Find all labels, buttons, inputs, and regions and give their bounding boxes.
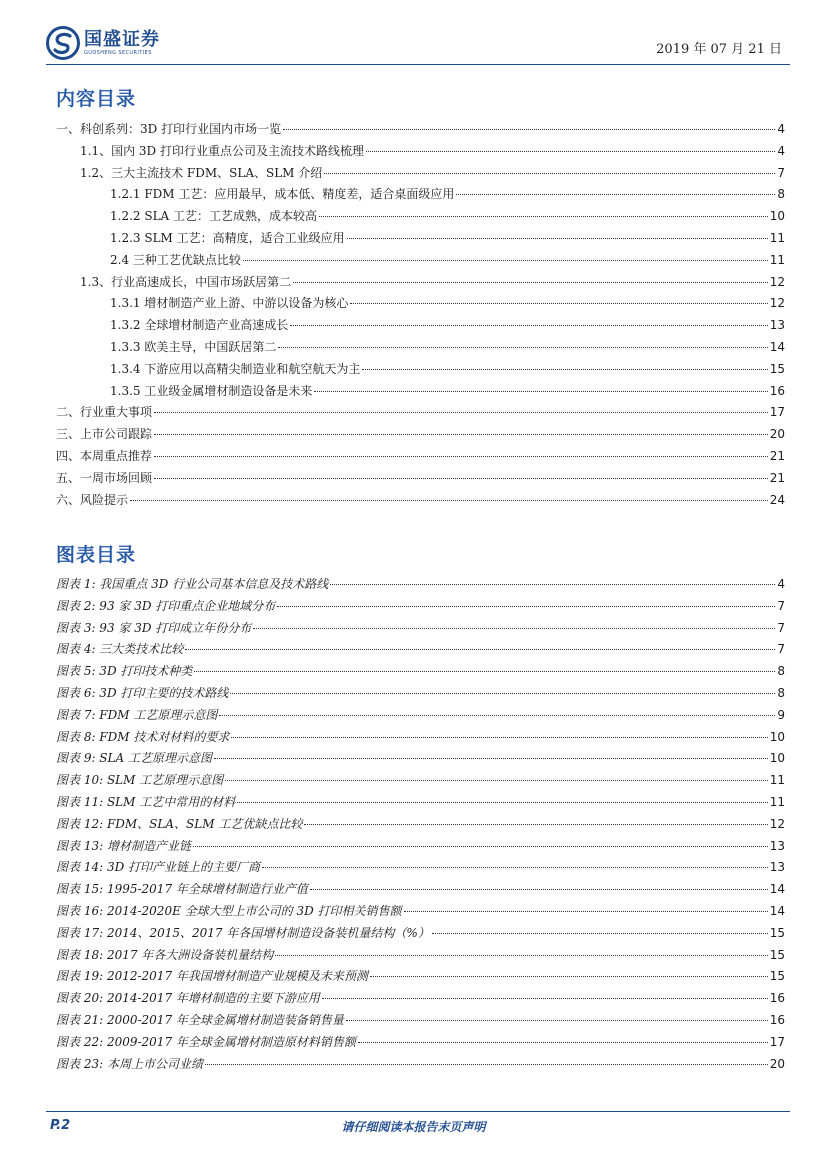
entry-page-number: 20 [769, 1056, 785, 1071]
entry-title: 图表 22: 2009-2017 年全球金属增材制造原材料销售额 [56, 1034, 356, 1049]
entry-page-number: 15 [769, 925, 785, 940]
entry-title: 六、风险提示 [56, 492, 129, 507]
toc-entry[interactable] [80, 165, 785, 181]
entry-title: 图表 17: 2014、2015、2017 年各国增材制造设备装机量结构（%） [56, 925, 430, 940]
figure-entry[interactable] [56, 663, 785, 679]
entry-title: 图表 4: 三大类技术比较 [56, 642, 184, 657]
entry-page-number: 4 [777, 143, 785, 158]
entry-page-number: 11 [769, 795, 785, 809]
entry-page-number: 10 [769, 751, 785, 766]
dot-leader [237, 802, 767, 803]
toc-entry[interactable] [110, 317, 785, 333]
entry-title: 1.2.3 SLM 工艺：高精度，适合工业级应用 [110, 231, 345, 245]
figure-entry[interactable] [56, 1056, 785, 1072]
figure-entry[interactable] [56, 816, 785, 832]
entry-page-number: 13 [769, 860, 785, 875]
dot-leader [362, 369, 767, 370]
dot-leader [346, 1020, 768, 1021]
entry-page-number: 4 [777, 577, 785, 591]
entry-page-number: 14 [769, 904, 785, 918]
toc-entry[interactable] [110, 186, 785, 202]
entry-page-number: 11 [769, 252, 785, 267]
dot-leader [154, 456, 768, 457]
entry-title: 1.3.4 下游应用以高精尖制造业和航空航天为主 [110, 361, 361, 376]
dot-leader [314, 391, 767, 392]
dot-leader [310, 889, 768, 890]
dot-leader [322, 998, 768, 999]
entry-page-number: 8 [777, 686, 785, 700]
dot-leader [193, 846, 768, 847]
entry-title: 图表 19: 2012-2017 年我国增材制造产业规模及未来预测 [56, 969, 368, 984]
entry-page-number: 14 [769, 882, 785, 897]
entry-page-number: 21 [769, 449, 785, 463]
disclaimer-note: 请仔细阅读本报告末页声明 [341, 1120, 486, 1134]
entry-page-number: 7 [777, 642, 785, 657]
toc-entry[interactable] [80, 143, 785, 159]
dot-leader [154, 478, 768, 479]
dot-leader [404, 911, 768, 912]
entry-title: 五、一周市场回顾 [56, 470, 153, 485]
entry-page-number: 12 [769, 816, 785, 831]
figure-entry[interactable] [56, 947, 785, 963]
figure-entry[interactable] [56, 707, 785, 723]
dot-leader [366, 151, 775, 152]
dot-leader [278, 347, 767, 348]
dot-leader [230, 693, 775, 694]
guosheng-logo-icon [46, 26, 80, 60]
dot-leader [243, 260, 768, 261]
footer-divider [46, 1111, 790, 1112]
toc-entry[interactable] [56, 470, 785, 486]
entry-title: 图表 3: 93 家 3D 打印成立年份分布 [56, 620, 252, 635]
dot-leader [358, 1042, 768, 1043]
dot-leader [253, 628, 775, 629]
entry-title: 1.3.2 全球增材制造产业高速成长 [110, 318, 289, 333]
entry-page-number: 7 [777, 165, 785, 180]
entry-page-number: 8 [777, 187, 785, 202]
dot-leader [214, 758, 768, 759]
toc-entry[interactable] [56, 492, 785, 508]
entry-title: 1.3.5 工业级金属增材制造设备是未来 [110, 383, 313, 398]
figure-entry[interactable] [56, 794, 785, 810]
entry-title: 图表 11: SLM 工艺中常用的材料 [56, 795, 236, 809]
dot-leader [432, 933, 768, 934]
entry-title: 1.3.1 增材制造产业上游、中游以设备为核心 [110, 296, 349, 311]
entry-page-number: 12 [769, 296, 785, 311]
entry-title: 图表 1: 我国重点 3D 行业公司基本信息及技术路线 [56, 577, 329, 591]
figure-entry[interactable] [56, 729, 785, 745]
header-divider [46, 64, 790, 65]
entry-title: 图表 5: 3D 打印技术种类 [56, 664, 193, 679]
dot-leader [324, 173, 775, 174]
entry-title: 1.3.3 欧美主导，中国跃居第二 [110, 340, 277, 354]
page-number: P.2 [50, 1118, 71, 1133]
figure-entry[interactable] [56, 925, 785, 941]
entry-title: 2.4 三种工艺优缺点比较 [110, 252, 241, 267]
toc-entry[interactable] [110, 361, 785, 377]
figure-entry[interactable] [56, 838, 785, 854]
entry-page-number: 12 [769, 274, 785, 289]
report-date: 2019 年 07 月 21 日 [656, 42, 782, 57]
contents-title: 内容目录 [56, 88, 137, 110]
entry-page-number: 21 [769, 470, 785, 485]
dot-leader [154, 434, 768, 435]
toc-entry[interactable] [80, 274, 785, 290]
entry-page-number: 7 [777, 598, 785, 613]
page-header [46, 24, 790, 64]
dot-leader [185, 649, 775, 650]
company-name-en: GUOSHENG SECURITIES [84, 49, 152, 56]
dot-leader [330, 584, 775, 585]
entry-title: 图表 2: 93 家 3D 打印重点企业地域分布 [56, 598, 276, 613]
toc-entry[interactable] [110, 252, 785, 268]
entry-page-number: 4 [777, 122, 785, 136]
entry-title: 二、行业重大事项 [56, 405, 153, 420]
entry-page-number: 10 [769, 209, 785, 224]
dot-leader [370, 976, 768, 977]
dot-leader [231, 737, 767, 738]
dot-leader [225, 780, 767, 781]
entry-page-number: 13 [769, 318, 785, 333]
entry-page-number: 16 [769, 991, 785, 1006]
toc-entry[interactable] [110, 339, 785, 355]
entry-page-number: 10 [769, 729, 785, 744]
figure-entry[interactable] [56, 641, 785, 657]
entry-page-number: 16 [769, 383, 785, 398]
figure-entry[interactable] [56, 685, 785, 701]
dot-leader [205, 1064, 768, 1065]
entry-title: 图表 23: 本周上市公司业绩 [56, 1056, 203, 1071]
entry-title: 1.2、三大主流技术 FDM、SLA、SLM 介绍 [80, 165, 323, 180]
entry-page-number: 15 [769, 361, 785, 376]
entry-page-number: 24 [769, 492, 785, 507]
toc-entry[interactable] [110, 208, 785, 224]
dot-leader [277, 606, 775, 607]
entry-title: 四、本周重点推荐 [56, 449, 153, 463]
entry-title: 1.2.1 FDM 工艺：应用最早，成本低、精度差，适合桌面级应用 [110, 187, 455, 202]
entry-title: 图表 20: 2014-2017 年增材制造的主要下游应用 [56, 991, 320, 1006]
figure-entry[interactable] [56, 1012, 785, 1028]
entry-title: 一、科创系列：3D 打印行业国内市场一览 [56, 122, 282, 136]
dot-leader [347, 238, 768, 239]
company-logo [46, 26, 160, 60]
toc-entry[interactable] [110, 295, 785, 311]
toc-entry[interactable] [110, 230, 785, 246]
entry-title: 1.3、行业高速成长，中国市场跃居第二 [80, 274, 292, 289]
figure-entry[interactable] [56, 968, 785, 984]
entry-title: 1.2.2 SLA 工艺：工艺成熟，成本较高 [110, 209, 318, 224]
entry-title: 三、上市公司跟踪 [56, 427, 153, 442]
entry-page-number: 11 [769, 231, 785, 245]
dot-leader [283, 129, 775, 130]
dot-leader [290, 325, 767, 326]
company-name: 国盛证券 [84, 28, 160, 50]
entry-title: 图表 15: 1995-2017 年全球增材制造行业产值 [56, 882, 308, 897]
entry-page-number: 9 [777, 707, 785, 722]
figure-entry[interactable] [56, 990, 785, 1006]
entry-title: 图表 18: 2017 年各大洲设备装机量结构 [56, 947, 274, 962]
dot-leader [130, 500, 768, 501]
figure-entry[interactable] [56, 903, 785, 919]
figure-entry[interactable] [56, 576, 785, 592]
entry-page-number: 17 [769, 1034, 785, 1049]
dot-leader [293, 282, 768, 283]
entry-page-number: 15 [769, 947, 785, 962]
entry-page-number: 16 [769, 1013, 785, 1027]
dot-leader [456, 194, 775, 195]
entry-page-number: 14 [769, 340, 785, 354]
entry-page-number: 8 [777, 664, 785, 679]
figure-entry[interactable] [56, 859, 785, 875]
entry-page-number: 17 [769, 405, 785, 420]
toc-entry[interactable] [110, 383, 785, 399]
toc-entry[interactable] [56, 426, 785, 442]
figure-entry[interactable] [56, 598, 785, 614]
dot-leader [262, 867, 768, 868]
figure-entry[interactable] [56, 1034, 785, 1050]
entry-title: 1.1、国内 3D 打印行业重点公司及主流技术路线梳理 [80, 143, 364, 158]
entry-title: 图表 10: SLM 工艺原理示意图 [56, 773, 224, 788]
dot-leader [194, 671, 775, 672]
entry-page-number: 20 [769, 427, 785, 442]
figure-entry[interactable] [56, 620, 785, 636]
dot-leader [275, 955, 767, 956]
figures-title: 图表目录 [56, 544, 137, 566]
dot-leader [154, 412, 768, 413]
entry-page-number: 11 [769, 773, 785, 788]
figure-entry[interactable] [56, 772, 785, 788]
dot-leader [304, 824, 767, 825]
dot-leader [319, 216, 768, 217]
entry-title: 图表 7: FDM 工艺原理示意图 [56, 707, 218, 722]
entry-page-number: 7 [777, 620, 785, 635]
entry-page-number: 13 [769, 838, 785, 853]
entry-title: 图表 14: 3D 打印产业链上的主要厂商 [56, 860, 261, 875]
entry-title: 图表 21: 2000-2017 年全球金属增材制造装备销售量 [56, 1013, 344, 1027]
entry-title: 图表 16: 2014-2020E 全球大型上市公司的 3D 打印相关销售额 [56, 904, 402, 918]
entry-title: 图表 13: 增材制造产业链 [56, 838, 191, 853]
dot-leader [350, 303, 767, 304]
figure-entry[interactable] [56, 881, 785, 897]
entry-title: 图表 9: SLA 工艺原理示意图 [56, 751, 212, 766]
toc-entry[interactable] [56, 404, 785, 420]
entry-title: 图表 8: FDM 技术对材料的要求 [56, 729, 230, 744]
entry-title: 图表 12: FDM、SLA、SLM 工艺优缺点比较 [56, 816, 303, 831]
entry-page-number: 15 [769, 969, 785, 984]
toc-entry[interactable] [56, 448, 785, 464]
dot-leader [219, 715, 775, 716]
entry-title: 图表 6: 3D 打印主要的技术路线 [56, 686, 229, 700]
toc-entry[interactable] [56, 121, 785, 137]
figure-entry[interactable] [56, 750, 785, 766]
